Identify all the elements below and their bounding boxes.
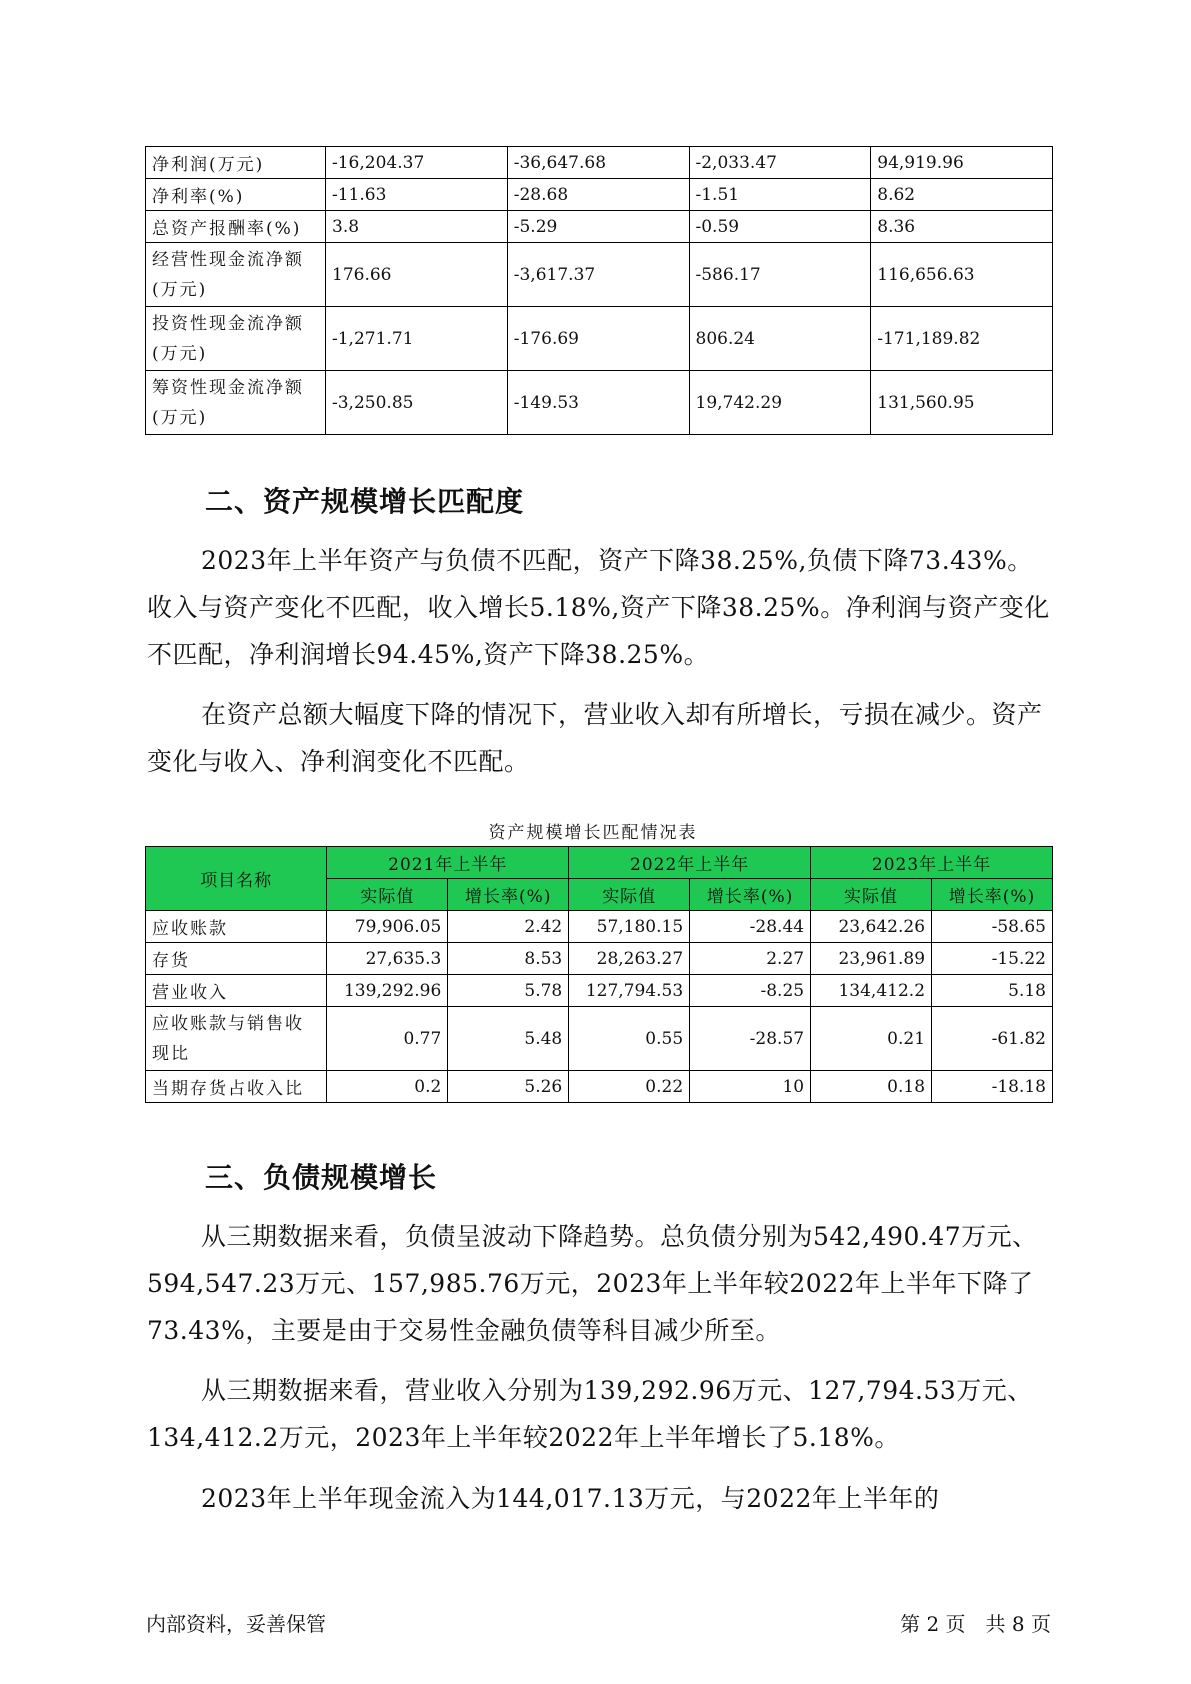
table-header-row (146, 847, 1053, 879)
table-row (146, 943, 1053, 975)
section-heading: 三、负债规模增长 (205, 1161, 438, 1194)
table-cell: -171,189.82 (871, 307, 1053, 371)
table-cell: 176.66 (326, 243, 508, 307)
table-cell: 0.18 (811, 1071, 932, 1103)
table-cell: 27,635.3 (327, 943, 448, 975)
table-cell: 806.24 (689, 307, 871, 371)
table-cell: 94,919.96 (871, 147, 1053, 179)
period-header: 2023年上半年 (811, 847, 1053, 879)
row-label: 营业收入 (146, 975, 327, 1007)
row-label: 应收账款与销售收现比 (146, 1007, 327, 1071)
table-cell: 23,961.89 (811, 943, 932, 975)
table-caption: 资产规模增长匹配情况表 (488, 823, 698, 843)
row-label: 总资产报酬率(%) (146, 211, 326, 243)
table-cell: 0.2 (327, 1071, 448, 1103)
row-label: 经营性现金流净额(万元) (146, 243, 326, 307)
table-cell: 8.62 (871, 179, 1053, 211)
table-cell: -1,271.71 (326, 307, 508, 371)
table-cell: 28,263.27 (569, 943, 690, 975)
table-cell: 2.27 (690, 943, 811, 975)
table-cell: -11.63 (326, 179, 508, 211)
paragraph: 从三期数据来看，营业收入分别为139,292.96万元、127,794.53万元、134,412.2万元，2023年上半年较2022年上半年增长了5.18%。 (147, 1376, 1033, 1452)
page-number: 第 2 页 共 8 页 (900, 1612, 1051, 1636)
table-cell: 5.18 (932, 975, 1053, 1007)
table-cell: -61.82 (932, 1007, 1053, 1071)
table-cell: -0.59 (689, 211, 871, 243)
table-cell: -16,204.37 (326, 147, 508, 179)
table-cell: 0.22 (569, 1071, 690, 1103)
table-cell: -5.29 (507, 211, 689, 243)
table-cell: -3,617.37 (507, 243, 689, 307)
row-label: 存货 (146, 943, 327, 975)
row-label: 当期存货占收入比 (146, 1071, 327, 1103)
table-cell: -2,033.47 (689, 147, 871, 179)
row-label: 净利率(%) (146, 179, 326, 211)
table-cell: 127,794.53 (569, 975, 690, 1007)
table-cell: -28.68 (507, 179, 689, 211)
table-row (146, 975, 1053, 1007)
table-cell: -1.51 (689, 179, 871, 211)
paragraph: 2023年上半年资产与负债不匹配，资产下降38.25%,负债下降73.43%。收入与资产变化不匹配，收入增长5.18%,资产下降38.25%。净利润与资产变化不匹配，净利润增长94.45%,资产下降38.25%。 (147, 546, 1050, 669)
table-cell: -28.57 (690, 1007, 811, 1071)
section-heading: 二、资产规模增长匹配度 (205, 485, 525, 518)
table-row (146, 1071, 1053, 1103)
table-cell: 116,656.63 (871, 243, 1053, 307)
table-row (146, 911, 1053, 943)
table-cell: -3,250.85 (326, 371, 508, 435)
table-cell: 139,292.96 (327, 975, 448, 1007)
column-header: 增长率(%) (932, 879, 1053, 911)
table-row (146, 147, 1053, 179)
table-row (146, 179, 1053, 211)
table-cell: -28.44 (690, 911, 811, 943)
table-cell: 0.55 (569, 1007, 690, 1071)
footer-confidential-note: 内部资料，妥善保管 (146, 1612, 326, 1636)
paragraph: 2023年上半年现金流入为144,017.13万元，与2022年上半年的 (201, 1484, 940, 1513)
paragraph: 从三期数据来看，负债呈波动下降趋势。总负债分别为542,490.47万元、594,547.23万元、157,985.76万元，2023年上半年较2022年上半年下降了73.43%，主要是由于交易性金融负债等科目减少所至。 (147, 1222, 1038, 1345)
table-cell: 19,742.29 (689, 371, 871, 435)
table-cell: 0.77 (327, 1007, 448, 1071)
table-row (146, 211, 1053, 243)
period-header: 2021年上半年 (327, 847, 569, 879)
column-header: 实际值 (327, 879, 448, 911)
table-cell: 5.78 (448, 975, 569, 1007)
table-cell: 5.26 (448, 1071, 569, 1103)
table-row (146, 1007, 1053, 1071)
table-cell: 2.42 (448, 911, 569, 943)
row-label: 筹资性现金流净额(万元) (146, 371, 326, 435)
table-row (146, 371, 1053, 435)
table-cell: 8.36 (871, 211, 1053, 243)
column-header: 增长率(%) (448, 879, 569, 911)
table-row (146, 243, 1053, 307)
financial-indicators-table (145, 146, 1053, 435)
table-cell: -36,647.68 (507, 147, 689, 179)
table-cell: -18.18 (932, 1071, 1053, 1103)
row-label: 应收账款 (146, 911, 327, 943)
row-label: 投资性现金流净额(万元) (146, 307, 326, 371)
table-cell: 23,642.26 (811, 911, 932, 943)
asset-growth-match-table (145, 846, 1053, 1103)
column-header: 项目名称 (146, 847, 327, 911)
table-cell: -176.69 (507, 307, 689, 371)
table-cell: 10 (690, 1071, 811, 1103)
table-cell: -149.53 (507, 371, 689, 435)
column-header: 实际值 (569, 879, 690, 911)
table-cell: 0.21 (811, 1007, 932, 1071)
column-header: 实际值 (811, 879, 932, 911)
paragraph: 在资产总额大幅度下降的情况下，营业收入却有所增长，亏损在减少。资产变化与收入、净利润变化不匹配。 (147, 700, 1043, 776)
table-cell: -15.22 (932, 943, 1053, 975)
table-cell: 8.53 (448, 943, 569, 975)
table-cell: 3.8 (326, 211, 508, 243)
table-row (146, 307, 1053, 371)
table-cell: 134,412.2 (811, 975, 932, 1007)
table-cell: 5.48 (448, 1007, 569, 1071)
row-label: 净利润(万元) (146, 147, 326, 179)
column-header: 增长率(%) (690, 879, 811, 911)
table-cell: -8.25 (690, 975, 811, 1007)
table-cell: 57,180.15 (569, 911, 690, 943)
period-header: 2022年上半年 (569, 847, 811, 879)
table-cell: 131,560.95 (871, 371, 1053, 435)
table-cell: -586.17 (689, 243, 871, 307)
table-cell: 79,906.05 (327, 911, 448, 943)
table-cell: -58.65 (932, 911, 1053, 943)
